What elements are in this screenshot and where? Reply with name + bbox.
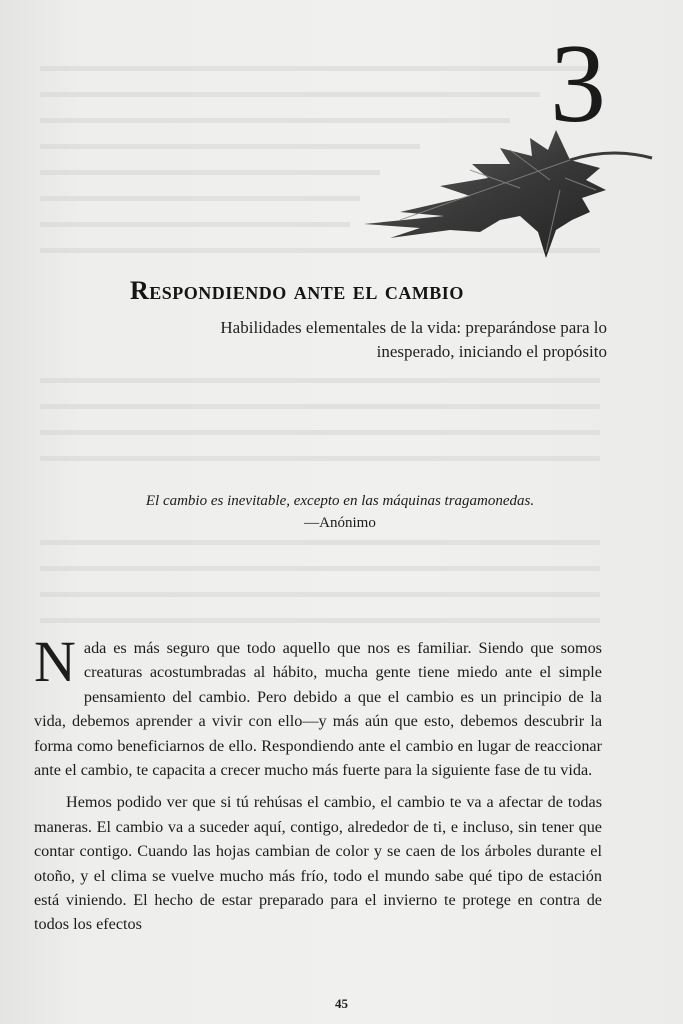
epigraph: [40, 490, 640, 534]
drop-cap: N: [34, 629, 76, 694]
paragraph-2: Hemos podido ver que si tú rehúsas el cambio, el cambio te va a afectar de todas maneras. El cambio va a suceder aquí, contigo, alrededor de ti, e incluso, sin tener que contar contigo. Cuando las hojas cambian de color y se caen de los árboles durante el otoño, y el clima se vuelve mucho más frío, todo el mundo sabe qué tipo de estación está viniendo. El hecho de estar preparado para el invierno te protege en contra de todos los efectos: [34, 793, 602, 934]
body-text: [34, 629, 602, 937]
chapter-number: 3: [550, 22, 606, 146]
chapter-title: Respondiendo ante el cambio: [130, 276, 464, 305]
epigraph-author: —Anónimo: [304, 515, 376, 531]
subtitle-line-1: Habilidades elementales de la vida: preparándose para lo: [220, 318, 607, 337]
chapter-subtitle: [127, 316, 607, 364]
subtitle-line-2: inesperado, iniciando el propósito: [376, 342, 607, 361]
paragraph-1: [34, 629, 602, 782]
paragraph-1-text: ada es más seguro que todo aquello que nos es familiar. Siendo que somos creaturas acostumbradas al hábito, mucha gente tiene miedo ante el simple pensamiento del cambio. Pero debido a que el cambio es un principio de la vida, debemos aprender a vivir con ello—y más aún que esto, debemos descubrir la forma como beneficiarnos de ello. Respondiendo ante el cambio en lugar de reaccionar ante el cambio, te capacita a crecer mucho más fuerte para la siguiente fase de tu vida.: [34, 639, 602, 780]
epigraph-quote: El cambio es inevitable, excepto en las máquinas tragamonedas.: [145, 493, 535, 509]
page-number: 45: [335, 996, 348, 1011]
maple-leaf-icon: [360, 120, 660, 260]
